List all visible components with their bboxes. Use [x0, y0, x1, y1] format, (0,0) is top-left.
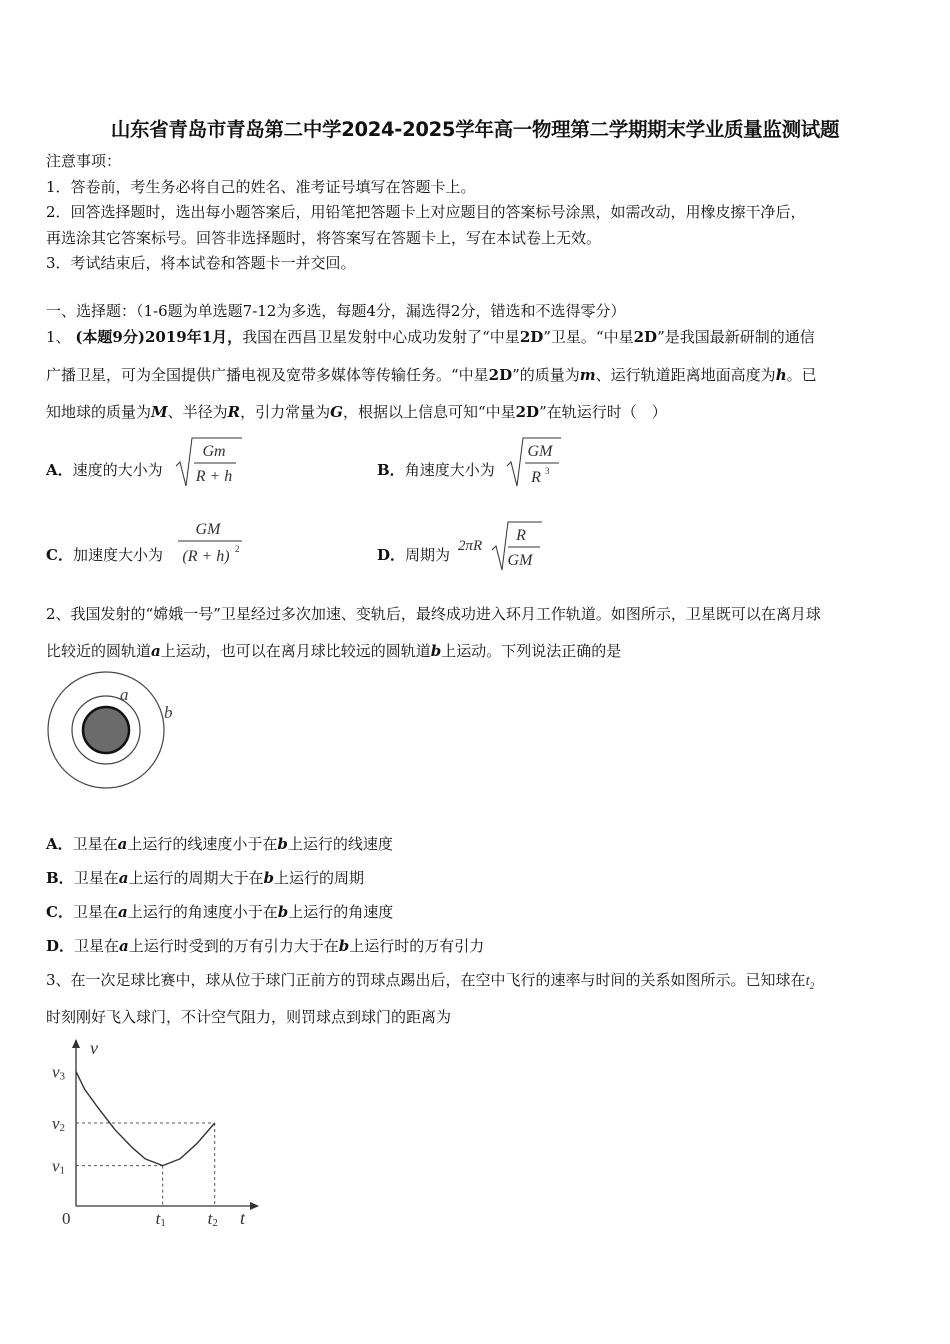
q2-option-a[interactable]: A．卫星在a上运行的线速度小于在b上运行的线速度: [46, 835, 393, 853]
moon: [83, 707, 129, 753]
orbit-b-label: b: [164, 703, 173, 722]
q1-option-d-formula: [456, 518, 546, 572]
q1-option-b[interactable]: B．角速度大小为: [377, 461, 495, 479]
q2-option-c[interactable]: C．卫星在a上运行的角速度小于在b上运行的角速度: [46, 903, 394, 921]
notice-item: 3．考试结束后，将本试卷和答题卡一并交回。: [46, 254, 356, 272]
svg-text:3: 3: [545, 466, 550, 476]
y-tick-label: v3: [52, 1062, 66, 1083]
x-axis-label: t: [240, 1208, 246, 1228]
question-3-line-1: 3、在一次足球比赛中，球从位于球门正前方的罚球点踢出后，在空中飞行的速率与时间的关系如图所示。已知球在$t_2$: [46, 971, 815, 991]
q1-option-a-formula: [174, 434, 244, 490]
notice-item: 2．回答选择题时，选出每小题答案后，用铅笔把答题卡上对应题目的答案标号涂黑，如需改动，用橡皮擦干净后，: [46, 203, 806, 221]
question-1-line-1: 1、 (本题9分)2019年1月，我国在西昌卫星发射中心成功发射了“中星2D”卫星。“中星2D”是我国最新研制的通信: [46, 328, 815, 346]
question-2-line-2: 比较近的圆轨道a上运动，也可以在离月球比较远的圆轨道b上运动。下列说法正确的是: [46, 642, 622, 660]
svg-text:GM: GM: [195, 521, 221, 538]
q1-option-d[interactable]: D．周期为: [377, 546, 451, 564]
question-2-line-1: 2、我国发射的“嫦娥一号”卫星经过多次加速、变轨后，最终成功进入环月工作轨道。如图所示，卫星既可以在离月球: [46, 605, 821, 623]
y-tick-label: v2: [52, 1114, 66, 1134]
svg-text:2: 2: [235, 544, 240, 554]
velocity-time-chart: [40, 1034, 270, 1234]
x-tick-label: t1: [155, 1209, 166, 1229]
svg-text:R: R: [531, 469, 541, 486]
section-heading: 一、选择题：（1-6题为单选题7-12为多选，每题4分，漏选得2分，错选和不选得零分）: [46, 302, 626, 320]
svg-text:Gm: Gm: [202, 443, 226, 460]
origin-label: 0: [62, 1209, 71, 1228]
svg-text:GM: GM: [527, 443, 553, 460]
question-3-line-2: 时刻刚好飞入球门，不计空气阻力，则罚球点到球门的距离为: [46, 1008, 452, 1026]
q1-option-c-formula: [174, 516, 250, 572]
orbit-diagram: [40, 666, 190, 796]
q1-option-a[interactable]: A．速度的大小为: [46, 461, 163, 479]
svg-text:(R + h): (R + h): [182, 548, 230, 565]
svg-text:R: R: [516, 527, 526, 544]
orbit-a-label: a: [120, 685, 129, 704]
page-title: 山东省青岛市青岛第二中学2024-2025学年高一物理第二学期期末学业质量监测试题: [110, 118, 840, 141]
question-1-line-3: 知地球的质量为M、半径为R，引力常量为G，根据以上信息可知“中星2D”在轨运行时（ ）: [46, 403, 667, 421]
notice-item: 1．答卷前，考生务必将自己的姓名、准考证号填写在答题卡上。: [46, 178, 476, 196]
velocity-curve: [76, 1071, 215, 1165]
svg-text:2πR: 2πR: [458, 538, 483, 554]
y-axis-label: v: [90, 1038, 98, 1058]
y-tick-label: v1: [52, 1156, 66, 1177]
svg-text:GM: GM: [507, 552, 533, 569]
notice-heading: 注意事项：: [46, 152, 122, 170]
notice-item: 再选涂其它答案标号。回答非选择题时，将答案写在答题卡上，写在本试卷上无效。: [46, 229, 602, 247]
question-1-line-2: 广播卫星，可为全国提供广播电视及宽带多媒体等传输任务。“中星2D”的质量为m、运行轨道距离地面高度为h。已: [46, 366, 817, 384]
x-tick-label: t2: [207, 1209, 218, 1229]
svg-text:R + h: R + h: [195, 468, 233, 485]
q1-option-c[interactable]: C．加速度大小为: [46, 546, 163, 564]
q1-option-b-formula: [505, 434, 565, 490]
q2-option-d[interactable]: D．卫星在a上运行时受到的万有引力大于在b上运行时的万有引力: [46, 937, 485, 955]
q2-option-b[interactable]: B．卫星在a上运行的周期大于在b上运行的周期: [46, 869, 364, 887]
